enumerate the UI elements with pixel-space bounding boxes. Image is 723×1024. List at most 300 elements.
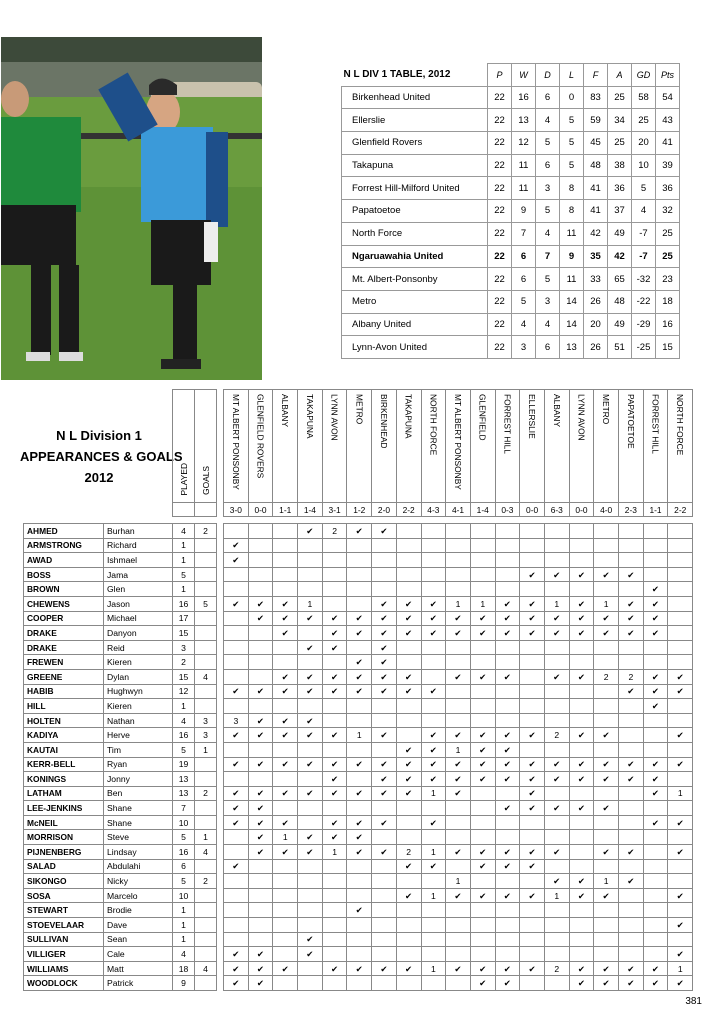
match-cell: ✔: [347, 611, 372, 626]
match-cell: [619, 553, 644, 568]
league-stat: 16: [512, 86, 536, 109]
match-cell: [569, 845, 594, 860]
match-cell: ✔: [544, 757, 569, 772]
opponent-header: [643, 390, 668, 503]
match-cell: [668, 699, 693, 714]
gap-cell: [217, 903, 224, 918]
player-last-name: KADIYA: [24, 728, 104, 743]
match-cell: [322, 742, 347, 757]
league-stat: 8: [560, 200, 584, 223]
gap-cell: [217, 742, 224, 757]
match-cell: ✔: [668, 976, 693, 991]
league-stat: 45: [584, 132, 608, 155]
league-stat: 58: [632, 86, 656, 109]
player-first-name: Hughwyn: [104, 684, 173, 699]
match-cell: [470, 582, 495, 597]
match-cell: [520, 903, 545, 918]
league-row: [342, 86, 680, 109]
match-cell: ✔: [248, 786, 273, 801]
match-score: 0-0: [520, 503, 545, 517]
match-cell: [347, 947, 372, 962]
match-cell: [372, 582, 397, 597]
match-cell: ✔: [619, 772, 644, 787]
match-cell: ✔: [668, 947, 693, 962]
match-cell: ✔: [396, 611, 421, 626]
match-cell: [594, 553, 619, 568]
match-cell: ✔: [668, 888, 693, 903]
match-cell: [347, 567, 372, 582]
match-cell: ✔: [347, 669, 372, 684]
league-stat: 6: [536, 336, 560, 359]
player-goals: [195, 859, 217, 874]
match-cell: [273, 524, 298, 539]
league-team: Albany United: [342, 313, 488, 336]
match-cell: [569, 918, 594, 933]
match-cell: ✔: [372, 728, 397, 743]
match-cell: ✔: [322, 830, 347, 845]
match-cell: [544, 699, 569, 714]
match-cell: ✔: [273, 786, 298, 801]
match-cell: [544, 947, 569, 962]
match-cell: ✔: [446, 888, 471, 903]
match-cell: ✔: [421, 596, 446, 611]
match-cell: ✔: [520, 626, 545, 641]
match-cell: ✔: [347, 815, 372, 830]
match-cell: ✔: [495, 961, 520, 976]
match-cell: [619, 524, 644, 539]
player-row: [24, 626, 693, 641]
match-cell: [273, 655, 298, 670]
match-cell: [298, 815, 323, 830]
scores-row: [24, 503, 693, 517]
match-cell: [619, 742, 644, 757]
match-cell: ✔: [322, 772, 347, 787]
player-played: 5: [173, 567, 195, 582]
player-row: [24, 815, 693, 830]
player-last-name: AWAD: [24, 553, 104, 568]
spacer-cell: [322, 517, 347, 524]
match-cell: [347, 699, 372, 714]
match-cell: [643, 947, 668, 962]
match-cell: ✔: [643, 976, 668, 991]
match-cell: 1: [668, 786, 693, 801]
match-cell: [470, 684, 495, 699]
match-cell: ✔: [372, 684, 397, 699]
match-cell: [421, 567, 446, 582]
match-cell: [322, 888, 347, 903]
match-cell: [520, 742, 545, 757]
match-cell: [224, 582, 249, 597]
player-played: 19: [173, 757, 195, 772]
league-stat: 83: [584, 86, 608, 109]
match-cell: ✔: [298, 947, 323, 962]
match-cell: [372, 918, 397, 933]
match-cell: [668, 553, 693, 568]
league-stat: 8: [560, 177, 584, 200]
match-cell: ✔: [224, 684, 249, 699]
spacer-cell: [396, 517, 421, 524]
match-cell: [347, 801, 372, 816]
match-cell: [569, 830, 594, 845]
player-played: 7: [173, 801, 195, 816]
match-cell: [619, 801, 644, 816]
match-cell: [446, 567, 471, 582]
match-cell: ✔: [643, 582, 668, 597]
league-stat: 5: [536, 200, 560, 223]
league-stat: 48: [608, 290, 632, 313]
match-cell: ✔: [396, 786, 421, 801]
match-cell: [619, 918, 644, 933]
player-goals: [195, 815, 217, 830]
match-cell: ✔: [594, 961, 619, 976]
match-cell: [520, 713, 545, 728]
match-cell: [224, 742, 249, 757]
match-cell: ✔: [396, 859, 421, 874]
opponent-header: [668, 390, 693, 503]
match-cell: [322, 932, 347, 947]
match-cell: ✔: [643, 699, 668, 714]
league-stat: 3: [512, 336, 536, 359]
match-cell: [520, 669, 545, 684]
match-cell: ✔: [322, 961, 347, 976]
match-cell: [273, 567, 298, 582]
player-first-name: Dave: [104, 918, 173, 933]
player-played: 12: [173, 684, 195, 699]
match-score: 2-0: [372, 503, 397, 517]
match-cell: ✔: [273, 757, 298, 772]
league-stat: 18: [656, 290, 680, 313]
player-row: [24, 961, 693, 976]
match-cell: ✔: [446, 669, 471, 684]
player-played: 15: [173, 669, 195, 684]
match-cell: ✔: [495, 596, 520, 611]
match-cell: ✔: [322, 669, 347, 684]
match-cell: [273, 699, 298, 714]
match-cell: 2: [396, 845, 421, 860]
player-goals: [195, 918, 217, 933]
match-cell: ✔: [594, 801, 619, 816]
player-first-name: Jason: [104, 596, 173, 611]
player-played: 5: [173, 874, 195, 889]
match-score: 2-2: [668, 503, 693, 517]
player-goals: 2: [195, 524, 217, 539]
match-cell: [619, 655, 644, 670]
player-last-name: AHMED: [24, 524, 104, 539]
player-row: [24, 830, 693, 845]
match-cell: ✔: [520, 772, 545, 787]
match-cell: ✔: [495, 626, 520, 641]
league-team: Lynn-Avon United: [342, 336, 488, 359]
match-cell: [544, 830, 569, 845]
match-cell: [396, 567, 421, 582]
match-cell: [421, 976, 446, 991]
gap-cell: [217, 976, 224, 991]
match-cell: ✔: [544, 874, 569, 889]
match-cell: [668, 742, 693, 757]
match-cell: [619, 538, 644, 553]
match-score: 3-0: [224, 503, 249, 517]
match-cell: ✔: [322, 611, 347, 626]
match-cell: 1: [273, 830, 298, 845]
match-cell: 1: [347, 728, 372, 743]
player-last-name: KAUTAI: [24, 742, 104, 757]
match-cell: ✔: [643, 961, 668, 976]
match-cell: ✔: [520, 786, 545, 801]
match-cell: 2: [544, 728, 569, 743]
match-cell: ✔: [273, 626, 298, 641]
spacer-cell: [470, 517, 495, 524]
match-cell: ✔: [248, 961, 273, 976]
match-cell: [396, 553, 421, 568]
match-cell: ✔: [569, 757, 594, 772]
league-row: [342, 268, 680, 291]
league-stat: 14: [560, 313, 584, 336]
match-cell: ✔: [248, 684, 273, 699]
match-cell: 1: [668, 961, 693, 976]
match-cell: [594, 742, 619, 757]
player-row: [24, 918, 693, 933]
match-cell: [544, 918, 569, 933]
match-cell: ✔: [298, 640, 323, 655]
match-cell: [298, 699, 323, 714]
match-cell: ✔: [421, 757, 446, 772]
match-cell: [224, 567, 249, 582]
match-cell: ✔: [619, 596, 644, 611]
match-cell: [446, 699, 471, 714]
match-cell: ✔: [298, 669, 323, 684]
player-first-name: Jonny: [104, 772, 173, 787]
opponent-header: [619, 390, 644, 503]
match-cell: [668, 874, 693, 889]
match-cell: ✔: [470, 626, 495, 641]
match-cell: 1: [446, 874, 471, 889]
league-header-row: [342, 64, 680, 87]
match-cell: [421, 553, 446, 568]
player-last-name: HABIB: [24, 684, 104, 699]
league-stat: 36: [656, 177, 680, 200]
gap-cell: [217, 684, 224, 699]
match-cell: [470, 874, 495, 889]
player-first-name: Ishmael: [104, 553, 173, 568]
match-cell: ✔: [470, 976, 495, 991]
match-cell: [421, 582, 446, 597]
match-cell: [273, 538, 298, 553]
match-cell: [594, 640, 619, 655]
match-cell: [643, 553, 668, 568]
match-cell: [668, 582, 693, 597]
gap-cell: [217, 669, 224, 684]
match-cell: [470, 801, 495, 816]
match-cell: [421, 699, 446, 714]
heading-line-3: 2012: [84, 470, 114, 485]
match-cell: [248, 567, 273, 582]
gap-cell: [217, 918, 224, 933]
league-stat: 5: [512, 290, 536, 313]
match-cell: [396, 815, 421, 830]
match-cell: ✔: [594, 845, 619, 860]
match-cell: [248, 918, 273, 933]
player-last-name: PIJNENBERG: [24, 845, 104, 860]
spacer-cell: [520, 517, 545, 524]
heading-line-2: APPEARANCES & GOALS: [20, 449, 183, 464]
player-last-name: BROWN: [24, 582, 104, 597]
match-cell: [495, 830, 520, 845]
player-goals: 1: [195, 830, 217, 845]
match-cell: [248, 553, 273, 568]
league-stat: 6: [512, 245, 536, 268]
league-stat: 12: [512, 132, 536, 155]
player-played: 1: [173, 918, 195, 933]
league-stat: 49: [608, 222, 632, 245]
match-cell: ✔: [298, 786, 323, 801]
match-cell: ✔: [544, 772, 569, 787]
match-cell: ✔: [347, 845, 372, 860]
opponent-label: ELLERSLIE: [527, 394, 538, 439]
match-cell: [347, 874, 372, 889]
player-last-name: DRAKE: [24, 626, 104, 641]
match-cell: [298, 801, 323, 816]
league-stat: 32: [656, 200, 680, 223]
match-cell: [470, 903, 495, 918]
match-cell: [224, 655, 249, 670]
match-cell: [396, 932, 421, 947]
match-cell: [544, 655, 569, 670]
match-cell: [396, 830, 421, 845]
match-cell: ✔: [495, 888, 520, 903]
match-cell: ✔: [569, 772, 594, 787]
player-first-name: Kieren: [104, 699, 173, 714]
match-cell: [594, 699, 619, 714]
match-cell: ✔: [446, 728, 471, 743]
match-cell: [544, 553, 569, 568]
spacer-cell: [195, 517, 217, 524]
match-cell: [224, 524, 249, 539]
match-cell: [470, 553, 495, 568]
gap-cell: [217, 699, 224, 714]
match-cell: ✔: [372, 786, 397, 801]
match-cell: [347, 932, 372, 947]
match-cell: [298, 961, 323, 976]
spacer-cell: [372, 517, 397, 524]
match-cell: [396, 976, 421, 991]
player-goals: [195, 757, 217, 772]
league-stat: 22: [488, 109, 512, 132]
opponent-label: LYNN AVON: [329, 394, 340, 441]
match-cell: [643, 845, 668, 860]
player-last-name: SOSA: [24, 888, 104, 903]
match-cell: [248, 903, 273, 918]
match-cell: ✔: [273, 845, 298, 860]
match-cell: ✔: [347, 684, 372, 699]
match-cell: ✔: [224, 553, 249, 568]
spacer-cell: [224, 517, 249, 524]
match-cell: ✔: [495, 728, 520, 743]
match-cell: [544, 903, 569, 918]
match-cell: 3: [224, 713, 249, 728]
player-first-name: Matt: [104, 961, 173, 976]
match-cell: ✔: [273, 684, 298, 699]
match-score: 6-3: [544, 503, 569, 517]
player-row: [24, 976, 693, 991]
match-cell: ✔: [298, 830, 323, 845]
player-row: [24, 524, 693, 539]
match-cell: ✔: [470, 742, 495, 757]
match-cell: [569, 553, 594, 568]
match-cell: [470, 655, 495, 670]
league-col-header: A: [608, 64, 632, 87]
spacer-cell: [173, 517, 195, 524]
match-cell: [224, 699, 249, 714]
player-first-name: Danyon: [104, 626, 173, 641]
match-cell: [248, 640, 273, 655]
match-cell: [273, 947, 298, 962]
match-cell: ✔: [619, 684, 644, 699]
player-played: 4: [173, 713, 195, 728]
match-cell: [643, 728, 668, 743]
match-cell: 2: [619, 669, 644, 684]
match-cell: ✔: [273, 713, 298, 728]
opponent-label: NORTH FORCE: [675, 394, 686, 456]
player-played: 13: [173, 786, 195, 801]
player-played: 9: [173, 976, 195, 991]
match-cell: [470, 538, 495, 553]
match-cell: [619, 888, 644, 903]
match-cell: [569, 786, 594, 801]
player-first-name: Abdulahi: [104, 859, 173, 874]
match-cell: [544, 582, 569, 597]
gap-cell: [217, 830, 224, 845]
league-stat: 54: [656, 86, 680, 109]
match-cell: ✔: [248, 728, 273, 743]
match-cell: ✔: [347, 903, 372, 918]
spacer-cell: [569, 517, 594, 524]
match-cell: [224, 932, 249, 947]
spacer-row: [24, 517, 693, 524]
league-stat: 25: [608, 132, 632, 155]
match-cell: [643, 918, 668, 933]
match-cell: [668, 596, 693, 611]
player-last-name: BOSS: [24, 567, 104, 582]
match-cell: ✔: [421, 815, 446, 830]
match-cell: ✔: [668, 757, 693, 772]
player-goals: [195, 801, 217, 816]
league-row: [342, 109, 680, 132]
spacer-cell: [495, 517, 520, 524]
match-cell: ✔: [495, 669, 520, 684]
match-cell: ✔: [619, 874, 644, 889]
match-cell: ✔: [470, 728, 495, 743]
player-last-name: SULLIVAN: [24, 932, 104, 947]
match-cell: ✔: [643, 611, 668, 626]
player-first-name: Burhan: [104, 524, 173, 539]
match-cell: [643, 932, 668, 947]
match-cell: [396, 947, 421, 962]
match-cell: ✔: [421, 728, 446, 743]
player-goals: [195, 932, 217, 947]
league-stat: 6: [512, 268, 536, 291]
match-cell: ✔: [224, 801, 249, 816]
match-cell: ✔: [520, 859, 545, 874]
match-cell: [273, 801, 298, 816]
match-cell: [322, 976, 347, 991]
match-cell: ✔: [495, 859, 520, 874]
match-cell: [446, 830, 471, 845]
match-cell: [224, 918, 249, 933]
league-stat: 25: [656, 222, 680, 245]
match-cell: [421, 903, 446, 918]
match-cell: [495, 786, 520, 801]
gap-cell: [217, 713, 224, 728]
